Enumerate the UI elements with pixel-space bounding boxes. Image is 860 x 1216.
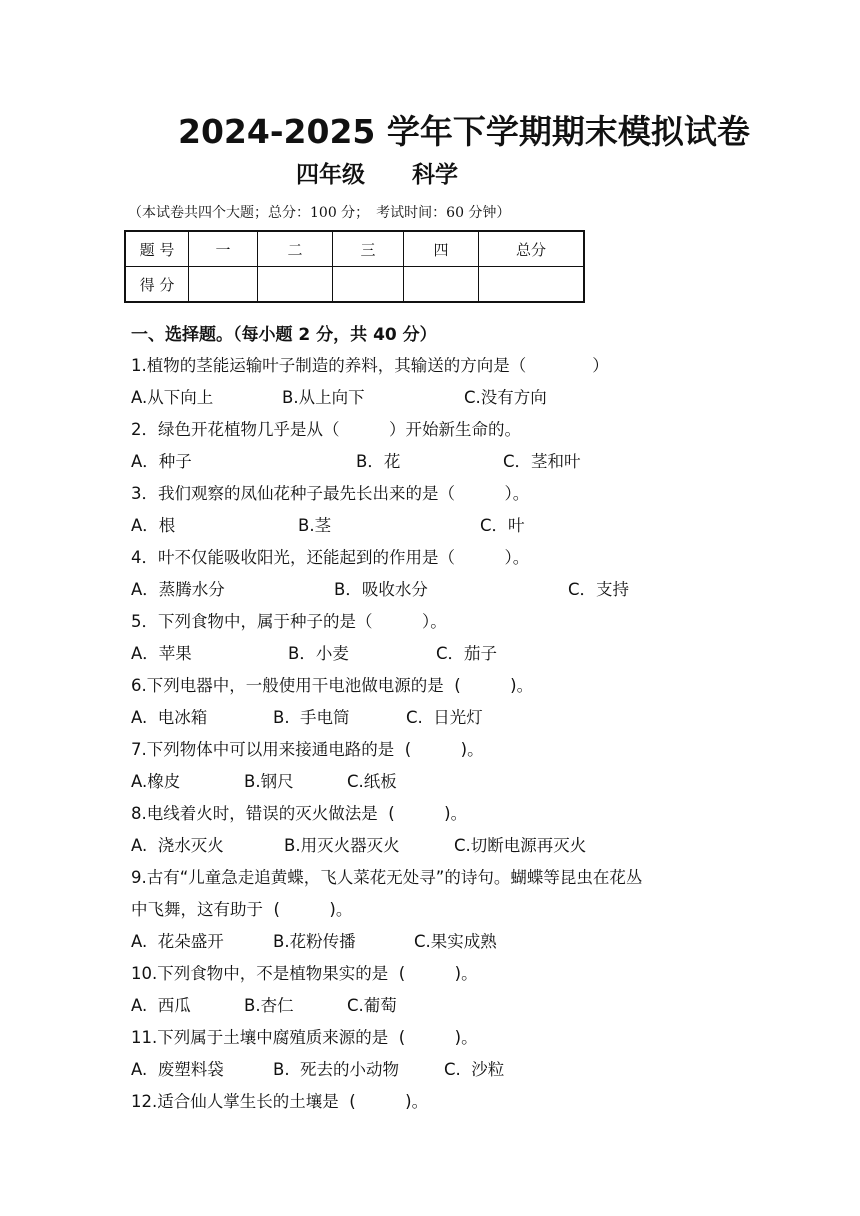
score-cell-part2: 二 (258, 231, 333, 267)
option-c: C．叶 (480, 516, 525, 535)
question-text: 2．绿色开花植物几乎是从（ ）开始新生命的。 (131, 420, 521, 439)
option-b: B. 死去的小动物 (273, 1060, 400, 1079)
option-a: A. 花朵盛开 (131, 932, 224, 951)
score-input-part1 (189, 267, 258, 303)
question-text: 7.下列物体中可以用来接通电路的是 ( )。 (131, 740, 484, 759)
option-a: A. 废塑料袋 (131, 1060, 224, 1079)
exam-info-note: （本试卷共四个大题；总分：100 分； 考试时间：60 分钟） (128, 205, 511, 221)
question-text: 9.古有“儿童急走追黄蝶，飞人菜花无处寻”的诗句。蝴蝶等昆虫在花丛 (131, 868, 643, 887)
score-cell-label: 题 号 (125, 231, 189, 267)
score-table-score-row (125, 267, 584, 303)
option-b: B.杏仁 (244, 996, 294, 1015)
option-c: C．支持 (568, 580, 630, 599)
option-a: A. 电冰箱 (131, 708, 208, 727)
option-a: A.橡皮 (131, 772, 181, 791)
option-b: B．花 (356, 452, 401, 471)
option-a: A．蒸腾水分 (131, 580, 225, 599)
question-text: 10.下列食物中，不是植物果实的是 ( )。 (131, 964, 478, 983)
option-a: A．根 (131, 516, 176, 535)
score-input-part4 (404, 267, 479, 303)
score-row-label: 得 分 (125, 267, 189, 303)
option-a: A. 西瓜 (131, 996, 191, 1015)
option-c: C. 日光灯 (406, 708, 483, 727)
option-c: C.切断电源再灭火 (454, 836, 587, 855)
option-b: B.茎 (298, 516, 332, 535)
question-text: 12.适合仙人掌生长的土壤是 ( )。 (131, 1092, 429, 1111)
question-text: 1.植物的茎能运输叶子制造的养料，其输送的方向是（ ） (131, 356, 609, 375)
option-b: B．吸收水分 (334, 580, 428, 599)
score-cell-total: 总分 (479, 231, 585, 267)
option-b: B.用灭火器灭火 (284, 836, 400, 855)
option-c: C.纸板 (347, 772, 397, 791)
option-b: B.从上向下 (282, 388, 365, 407)
option-c: C.葡萄 (347, 996, 397, 1015)
score-input-part3 (333, 267, 404, 303)
grade-label: 四年级 (296, 162, 365, 188)
question-text: 8.电线着火时，错误的灭火做法是 ( )。 (131, 804, 468, 823)
option-a: A. 浇水灭火 (131, 836, 224, 855)
option-b: B.钢尺 (244, 772, 294, 791)
score-input-part2 (258, 267, 333, 303)
question-text: 5．下列食物中，属于种子的是（ ）。 (131, 612, 447, 631)
score-cell-part1: 一 (189, 231, 258, 267)
option-c: C.果实成熟 (414, 932, 497, 951)
score-cell-part3: 三 (333, 231, 404, 267)
option-a: A．苹果 (131, 644, 192, 663)
question-text: 11.下列属于土壤中腐殖质来源的是 ( )。 (131, 1028, 478, 1047)
subject-label: 科学 (412, 162, 458, 188)
option-a: A．种子 (131, 452, 192, 471)
option-c: C. 沙粒 (444, 1060, 505, 1079)
score-table (124, 230, 585, 303)
option-a: A.从下向上 (131, 388, 214, 407)
score-table-header-row (125, 231, 584, 267)
option-b: B.花粉传播 (273, 932, 356, 951)
section-heading: 一、选择题。（每小题 2 分，共 40 分） (131, 325, 437, 345)
question-text-cont: 中飞舞，这有助于 ( )。 (131, 900, 353, 919)
option-c: C.没有方向 (464, 388, 547, 407)
score-input-total (479, 267, 585, 303)
question-text: 6.下列电器中，一般使用干电池做电源的是 ( )。 (131, 676, 534, 695)
option-c: C．茄子 (436, 644, 498, 663)
option-b: B. 手电筒 (273, 708, 350, 727)
question-text: 4．叶不仅能吸收阳光，还能起到的作用是（ ）。 (131, 548, 530, 567)
option-b: B．小麦 (288, 644, 349, 663)
score-cell-part4: 四 (404, 231, 479, 267)
exam-title: 2024-2025 学年下学期期末模拟试卷 (178, 112, 750, 151)
option-c: C．茎和叶 (503, 452, 581, 471)
question-text: 3．我们观察的凤仙花种子最先长出来的是（ ）。 (131, 484, 530, 503)
